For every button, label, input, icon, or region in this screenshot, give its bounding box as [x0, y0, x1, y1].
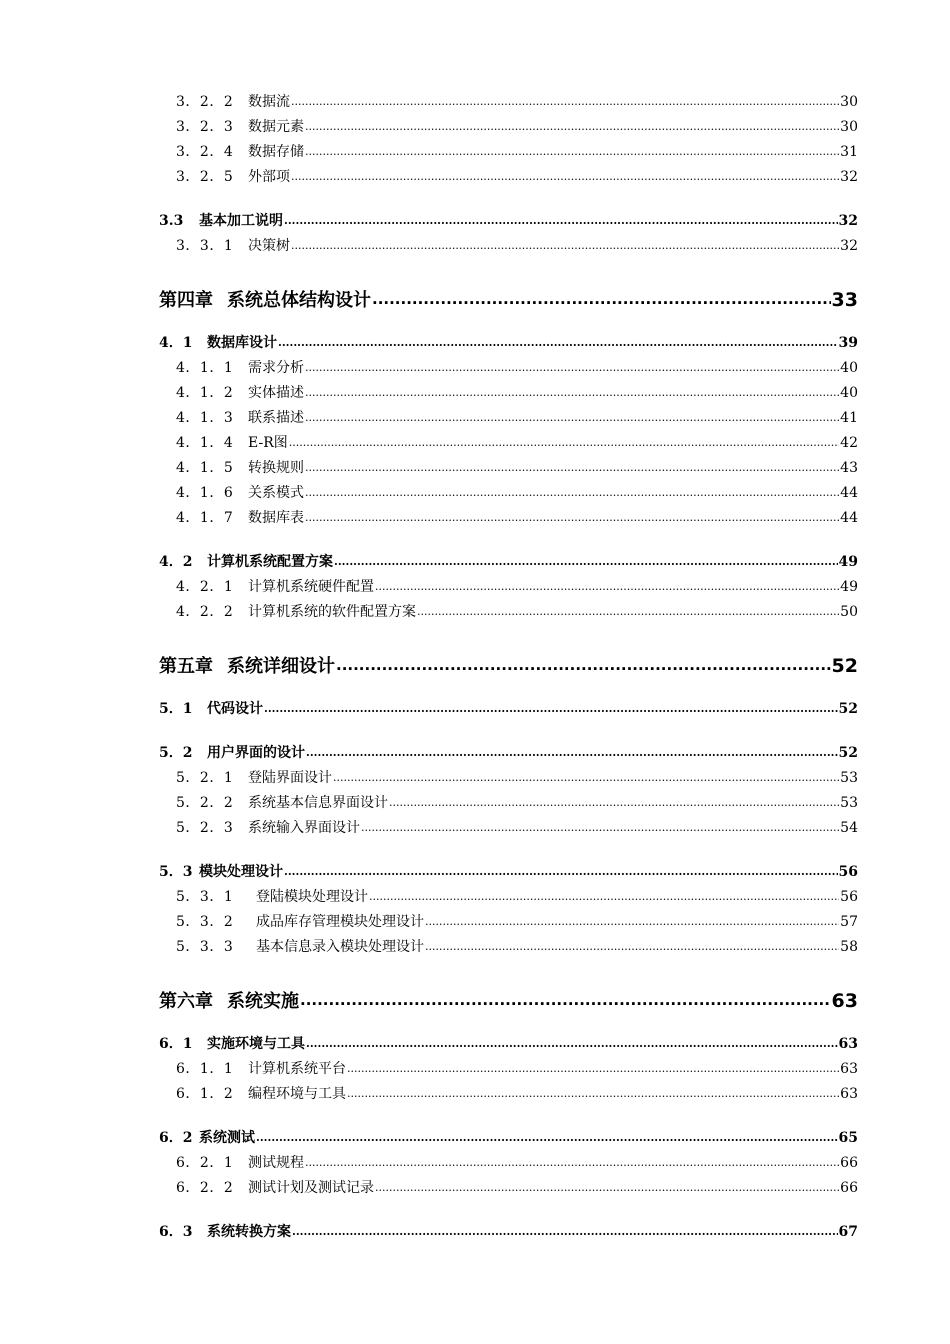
toc-entry-title: 关系模式 [248, 485, 304, 501]
toc-chapter-title: 系统详细设计 [227, 656, 335, 677]
toc-entry-title: 模块处理设计 [199, 864, 283, 880]
toc-entry-title: 数据元素 [248, 119, 304, 135]
toc-entry-number: 3．3．1 [176, 238, 234, 254]
toc-entry-5-2-2[interactable] [176, 792, 858, 810]
toc-entry-5-1[interactable] [159, 698, 858, 716]
toc-chapter-6[interactable] [159, 987, 858, 1011]
toc-entry-title: 基本信息录入模块处理设计 [256, 939, 424, 955]
toc-entry-page: 30 [840, 119, 858, 135]
dot-leader [305, 483, 839, 497]
toc-entry-number: 4．1 [159, 335, 193, 351]
dot-leader [278, 333, 838, 347]
toc-entry-number: 6．3 [159, 1224, 193, 1240]
toc-entry-title: 系统基本信息界面设计 [248, 795, 388, 811]
dot-leader [361, 818, 839, 832]
dot-leader [256, 1128, 838, 1142]
toc-entry-5-3[interactable] [159, 861, 858, 879]
toc-entry-title: 决策树 [248, 238, 290, 254]
toc-entry-4-1-3[interactable] [176, 407, 858, 425]
toc-entry-number: 5．2．1 [176, 770, 234, 786]
toc-entry-title: 用户界面的设计 [207, 745, 305, 761]
dot-leader [375, 577, 839, 591]
dot-leader [305, 358, 839, 372]
toc-entry-number: 3.3 [159, 213, 184, 229]
toc-entry-title: 成品库存管理模块处理设计 [256, 914, 424, 930]
toc-entry-title: 数据库表 [248, 510, 304, 526]
toc-entry-number: 6．2．2 [176, 1180, 234, 1196]
toc-entry-4-2-2[interactable] [176, 601, 858, 619]
toc-chapter-number: 第六章 [159, 991, 213, 1012]
dot-leader [291, 236, 839, 250]
dot-leader [305, 458, 839, 472]
toc-entry-4-1-4[interactable] [176, 432, 858, 450]
toc-entry-6-1-2[interactable] [176, 1083, 858, 1101]
toc-chapter-title: 系统总体结构设计 [227, 290, 371, 311]
dot-leader [333, 768, 839, 782]
toc-entry-number: 6．1．1 [176, 1061, 234, 1077]
toc-entry-title: 数据流 [248, 94, 290, 110]
dot-leader [375, 1178, 839, 1192]
toc-entry-title: 实施环境与工具 [207, 1036, 305, 1052]
toc-entry-page: 67 [838, 1224, 858, 1240]
toc-chapter-title: 系统实施 [227, 991, 299, 1012]
dot-leader [347, 1084, 839, 1098]
toc-entry-page: 63 [838, 1036, 858, 1052]
toc-entry-number: 4．2 [159, 554, 193, 570]
toc-entry-number: 6．2．1 [176, 1155, 234, 1171]
toc-entry-6-2-1[interactable] [176, 1152, 858, 1170]
toc-entry-page: 41 [840, 410, 858, 426]
toc-entry-number: 4．1．4 [176, 435, 234, 451]
toc-entry-page: 63 [840, 1086, 858, 1102]
toc-entry-4-1-7[interactable] [176, 507, 858, 525]
toc-entry-title: 数据库设计 [207, 335, 277, 351]
toc-entry-page: 52 [838, 745, 858, 761]
toc-entry-number: 3．2．4 [176, 144, 234, 160]
toc-entry-title: 代码设计 [207, 701, 263, 717]
toc-entry-title: 系统测试 [199, 1130, 255, 1146]
toc-entry-number: 5．3．1 [176, 889, 234, 905]
toc-entry-page: 44 [840, 485, 858, 501]
toc-chapter-5[interactable] [159, 652, 858, 676]
dot-leader [284, 862, 838, 876]
toc-entry-number: 4．1．3 [176, 410, 234, 426]
toc-entry-page: 63 [840, 1061, 858, 1077]
toc-entry-6-2-2[interactable] [176, 1177, 858, 1195]
toc-chapter-4[interactable] [159, 286, 858, 310]
toc-entry-number: 4．1．7 [176, 510, 234, 526]
toc-entry-number: 5．2．3 [176, 820, 234, 836]
toc-entry-page: 52 [838, 701, 858, 717]
toc-entry-page: 32 [838, 213, 858, 229]
dot-leader [305, 408, 839, 422]
toc-entry-4-1-2[interactable] [176, 382, 858, 400]
toc-entry-title: 联系描述 [248, 410, 304, 426]
dot-leader [334, 552, 838, 566]
toc-entry-number: 4．1．1 [176, 360, 234, 376]
dot-leader [306, 743, 838, 757]
toc-entry-number: 5．3．3 [176, 939, 234, 955]
dot-leader [306, 1034, 838, 1048]
toc-entry-3-2-5[interactable] [176, 166, 858, 184]
toc-entry-3-2-3[interactable] [176, 116, 858, 134]
toc-entry-number: 5．3 [159, 864, 193, 880]
dot-leader [305, 508, 839, 522]
toc-entry-number: 5．1 [159, 701, 193, 717]
toc-entry-number: 6．2 [159, 1130, 193, 1146]
dot-leader [425, 912, 839, 926]
toc-entry-page: 53 [840, 770, 858, 786]
toc-entry-title: 计算机系统的软件配置方案 [248, 604, 416, 620]
dot-leader [305, 383, 839, 397]
dot-leader [284, 211, 838, 225]
toc-entry-6-3[interactable] [159, 1221, 858, 1239]
toc-chapter-page: 33 [831, 289, 858, 311]
toc-entry-3-3-1[interactable] [176, 235, 858, 253]
dot-leader [347, 1059, 839, 1073]
toc-entry-title: 登陆界面设计 [248, 770, 332, 786]
toc-entry-number: 4．1．5 [176, 460, 234, 476]
toc-entry-6-1[interactable] [159, 1033, 858, 1051]
toc-entry-page: 56 [838, 864, 858, 880]
toc-entry-5-3-2[interactable] [176, 911, 858, 929]
toc-entry-title: 外部项 [248, 169, 290, 185]
toc-entry-page: 50 [840, 604, 858, 620]
toc-chapter-page: 63 [831, 990, 858, 1012]
toc-entry-page: 30 [840, 94, 858, 110]
dot-leader [425, 937, 839, 951]
dot-leader [305, 1153, 839, 1167]
toc-entry-page: 39 [838, 335, 858, 351]
toc-entry-number: 5．2．2 [176, 795, 234, 811]
toc-entry-page: 49 [840, 579, 858, 595]
toc-entry-title: 转换规则 [248, 460, 304, 476]
toc-entry-number: 4．1．6 [176, 485, 234, 501]
toc-entry-6-2[interactable] [159, 1127, 858, 1145]
toc-entry-number: 5．3．2 [176, 914, 234, 930]
toc-chapter-number: 第五章 [159, 656, 213, 677]
toc-entry-title: 测试规程 [248, 1155, 304, 1171]
toc-entry-3-2-2[interactable] [176, 91, 858, 109]
toc-entry-page: 32 [840, 169, 858, 185]
toc-chapter-number: 第四章 [159, 290, 213, 311]
dot-leader [369, 887, 839, 901]
dot-leader [389, 793, 839, 807]
toc-entry-page: 43 [840, 460, 858, 476]
toc-entry-4-2-1[interactable] [176, 576, 858, 594]
toc-entry-number: 6．1 [159, 1036, 193, 1052]
toc-entry-4-2[interactable] [159, 551, 858, 569]
toc-entry-title: 编程环境与工具 [248, 1086, 346, 1102]
toc-entry-number: 3．2．2 [176, 94, 234, 110]
toc-entry-number: 6．1．2 [176, 1086, 234, 1102]
toc-entry-5-2-1[interactable] [176, 767, 858, 785]
toc-entry-title: 计算机系统硬件配置 [248, 579, 374, 595]
toc-entry-5-2[interactable] [159, 742, 858, 760]
toc-entry-5-3-1[interactable] [176, 886, 858, 904]
toc-entry-page: 31 [840, 144, 858, 160]
toc-entry-5-3-3[interactable] [176, 936, 858, 954]
toc-entry-number: 3．2．5 [176, 169, 234, 185]
toc-entry-page: 32 [840, 238, 858, 254]
toc-entry-page: 44 [840, 510, 858, 526]
toc-entry-page: 40 [840, 385, 858, 401]
toc-entry-page: 42 [840, 435, 858, 451]
toc-entry-title: 基本加工说明 [199, 213, 283, 229]
dot-leader [336, 654, 831, 672]
dot-leader [291, 92, 839, 106]
toc-entry-number: 4．2．2 [176, 604, 234, 620]
dot-leader [305, 142, 839, 156]
toc-entry-title: 测试计划及测试记录 [248, 1180, 374, 1196]
toc-entry-page: 56 [840, 889, 858, 905]
dot-leader [305, 117, 839, 131]
toc-entry-title: 计算机系统平台 [248, 1061, 346, 1077]
toc-entry-page: 54 [840, 820, 858, 836]
dot-leader [292, 1222, 838, 1236]
toc-entry-page: 49 [838, 554, 858, 570]
dot-leader [417, 602, 839, 616]
dot-leader [300, 989, 831, 1007]
toc-entry-4-1-1[interactable] [176, 357, 858, 375]
dot-leader [289, 433, 839, 447]
toc-entry-title: 需求分析 [248, 360, 304, 376]
toc-entry-title: 实体描述 [248, 385, 304, 401]
toc-entry-page: 57 [840, 914, 858, 930]
toc-entry-title: 数据存储 [248, 144, 304, 160]
toc-entry-title: 系统转换方案 [207, 1224, 291, 1240]
toc-entry-4-1-5[interactable] [176, 457, 858, 475]
toc-entry-title: 系统输入界面设计 [248, 820, 360, 836]
toc-entry-page: 40 [840, 360, 858, 376]
dot-leader [264, 699, 838, 713]
toc-chapter-page: 52 [831, 655, 858, 677]
dot-leader [291, 167, 839, 181]
toc-entry-4-1[interactable] [159, 332, 858, 350]
toc-entry-page: 58 [840, 939, 858, 955]
toc-entry-3-2-4[interactable] [176, 141, 858, 159]
toc-entry-5-2-3[interactable] [176, 817, 858, 835]
toc-entry-6-1-1[interactable] [176, 1058, 858, 1076]
toc-entry-page: 65 [838, 1130, 858, 1146]
toc-entry-title: 计算机系统配置方案 [207, 554, 333, 570]
toc-entry-title: E-R图 [248, 435, 288, 451]
toc-entry-number: 3．2．3 [176, 119, 234, 135]
toc-entry-page: 66 [840, 1180, 858, 1196]
toc-entry-page: 53 [840, 795, 858, 811]
toc-entry-number: 4．1．2 [176, 385, 234, 401]
dot-leader [372, 288, 831, 306]
toc-entry-page: 66 [840, 1155, 858, 1171]
toc-entry-number: 4．2．1 [176, 579, 234, 595]
toc-entry-4-1-6[interactable] [176, 482, 858, 500]
toc-entry-3-3[interactable] [159, 210, 858, 228]
toc-entry-title: 登陆模块处理设计 [256, 889, 368, 905]
toc-entry-number: 5．2 [159, 745, 193, 761]
